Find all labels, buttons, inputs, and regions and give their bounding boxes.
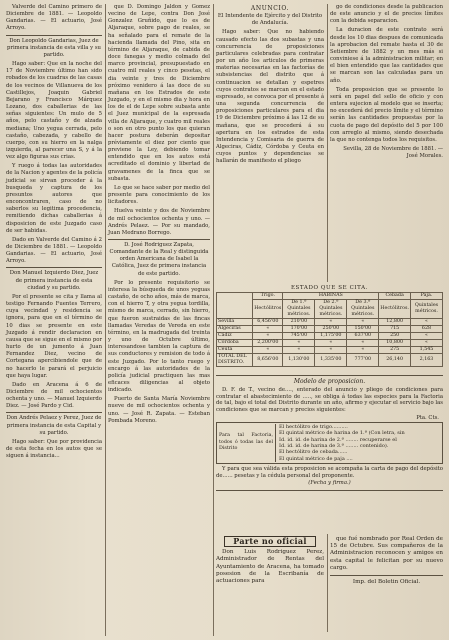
paragraph: La duracion de este contrato será desde los 10 dias despues de comunicada la aprobacion del remate hasta el 30 de Setiembre de 1882 y un mes más si conviniese á la administracion militar; en el bien entendido que las cantidades que se marcan son las calculadas para un año. bbox=[330, 27, 443, 84]
table-total-row bbox=[217, 354, 443, 367]
paragraph: Toda proposicion que se presente lo será en papel del sello de oficio y con entera sujecion al modelo que se inserta; no excederá del precio límite y el término serán las cantidades propuestas por la cuota de pago del depósito del 5 por 100 con arreglo al mismo, siendo desechada la que no contenga todos los requisitos. bbox=[330, 86, 443, 143]
estado-table-section bbox=[216, 284, 443, 367]
cell: « bbox=[283, 347, 315, 354]
modelo-section bbox=[216, 372, 443, 494]
paragraph: Lo que se hace saber por medio del presente para conocimiento de los licitadores. bbox=[108, 184, 210, 206]
col-header: De 2.ª bbox=[323, 300, 339, 305]
column-3 bbox=[216, 4, 324, 167]
modelo-signature: (Fecha y firma.) bbox=[308, 479, 351, 486]
paragraph: Puerto de Santa María Noviembre nueve de mil ochocientos ochenta y uno. — José R. Zapata. — Esteban Pombada Moreno. bbox=[108, 396, 210, 424]
sub-header: Hectólitros. bbox=[379, 300, 411, 319]
cell: « bbox=[411, 319, 443, 326]
paragraph: Huelva veinte y dos de Noviembre de mil ochocientos ochenta y uno. — Andrés Pelaez. — Por su mandado, Juan Medrano Borrego. bbox=[108, 208, 210, 236]
divider bbox=[216, 490, 443, 491]
row-label: Sevilla bbox=[217, 319, 253, 326]
cell: « bbox=[315, 347, 347, 354]
cell: 1,130'00 bbox=[283, 354, 315, 367]
table-row bbox=[217, 319, 443, 326]
paragraph: Hago saber: Que en la noche del 17 de Noviembre último han sido robados de los cuadras de las casas de los vecinos de Villanueva de los Castillejos, Joaquin Gabriel Bejarano y Francisco Márquez Lozano, dos caballerias de las señas siguientes: Un mulo de 5 años, pelo castaño y de alzada mediana; Uno yegua cerrada, pelo castaño, cabezada, y cabello de cuerpo, con su hierro en la nalga izquierda, al parecer una S, y á la vez algo figuras sus crias. bbox=[6, 61, 102, 161]
anuncio-header: ANUNCIO. bbox=[250, 5, 290, 12]
cell: 1,335'00 bbox=[315, 354, 347, 367]
cell: « bbox=[283, 340, 315, 347]
cell: « bbox=[347, 347, 379, 354]
paragraph: Y ruego á todas las autoridades de la Nacion y agentes de la policía judicial se sirvan proceder á la busqueda y captura de los presuntos autores que enconcontraren, caso de no saberlos su legitima procedencia, remitiendo dichas caballerias á disposicion de este Juzgado caso de ser habidas. bbox=[6, 163, 102, 234]
paragraph: Por lo presente requisitorio se interesa la búsqueda de unos yeguas castaño, de ocho años, más de marca, con el hierro T, y otra yegua tordilla, mismo de marca, cerrado, sin hierro, que fueron sustraidas de las fincas llamadas Veredas de Vereda en este término, en la madrugada del treinta y uno de Octubre último, interesandose tambien la captura de sus conductores y remision de todo á este Juzgado. Por lo tanto ruego y encargo á las autoridades de la policía judicial practiquen las mas eficaces diligencias al objeto indicado. bbox=[108, 279, 210, 394]
modelo-item: Id. id. id. de harina de 2.ª ........ recuperarse el bbox=[279, 436, 397, 443]
cell: « bbox=[253, 326, 283, 333]
column-rule bbox=[105, 4, 106, 636]
paragraph: que D. Domingo Jaldon y Gomez vecino de Lepe, contra Don José Gonzalez Gruñido, que lo es de Aljaraque, sobre pago de reales, se ha señalado para el remate de la hacienda llamada del Pino, sita en término de Aljaraque, de cabida de doce fanegas y medio colmado del marco provincial, presupuestado en cuatro mil reales y cinco pesetas, el dia veinte y tres de Diciembre próximo venidero á las doce de su mañana en los Estrados de este Juzgado, y en el mismo dia y hora en los de el de Lepe sobre subasta ante el Juez municipal de la espresada villa de Aljaraque, y cuatro mil reales o son en otro punto los que quieran hacer postura deberán depositar préviamente el diez por ciento que previene la Ley, debiendo tomar entendido que en los autos está acreditado el dominio y libertad de gravamenes de la finca que se subasta. bbox=[108, 4, 210, 182]
paragraph-heading: Don Andrés Pelaez y Perez, Juez de primera instancia de esta Capital y su partido. bbox=[6, 415, 102, 436]
cell: 210'00 bbox=[283, 319, 315, 326]
divider bbox=[6, 35, 102, 36]
cell: 1,175'00 bbox=[315, 333, 347, 340]
column-4 bbox=[330, 4, 443, 162]
parte-text: Don Luis Rodriguez Perez, Administrador de Rentas del Ayuntamiento de Aracena, ha tomado posesion de la Escribanía de actuaciones para bbox=[216, 549, 324, 585]
modelo-items-box bbox=[216, 422, 443, 464]
paragraph: Por el presente se cita y llama al testigo Fernando Fuentes Terrero, cuya vecindad y residencia se ignora, para que en el término de 10 dias se presente en este Juzgado á rendir declaracion en causa que se sigue en el mismo por hurto de un jumento á Juan Fernandez Diez, vecino de Cortegana apercibiendole que de no hacerlo le parará el perjuicio que haya lugar. bbox=[6, 293, 102, 379]
col-header: De 3.ª bbox=[355, 300, 371, 305]
sub-header: Quintales métricos. bbox=[319, 306, 343, 317]
divider bbox=[216, 375, 443, 376]
imprint: Imp. del Boletin Oficial. bbox=[352, 579, 421, 586]
modelo-left-label: Para tal Factoria, todos ó todas las del Distrito bbox=[219, 424, 276, 462]
signature: Sevilla, 28 de Noviembre de 1881. — José Morales. bbox=[343, 145, 443, 160]
modelo-text: D. F. de T., vecino de...., enterado del anuncio y pliego de condiciones para contratar el abastecimiento de ....., se obliga á todas las especies para la Factoria de tal, bajo el total del Distrito durante un año, afirmo y ejecutar el servicio bajo las condiciones que se marcan y precios siguientes: bbox=[216, 386, 443, 414]
prices-table bbox=[216, 292, 443, 367]
row-label: Cádiz bbox=[217, 333, 253, 340]
sub-header: Hectólitros bbox=[253, 300, 283, 319]
column-rule bbox=[213, 4, 214, 636]
cell: 250 bbox=[379, 333, 411, 340]
last-text: que fué nombrado por Real Orden de 15 de Octubre. Sus compañeros de la Administracion reconocen y amigos en esta capital le felicitan por su nuevo cargo. bbox=[330, 536, 443, 571]
modelo-items bbox=[276, 424, 440, 462]
group-header: HABINAS bbox=[283, 293, 379, 300]
total-label: TOTAL DEL DISTRITO. bbox=[217, 354, 253, 367]
paragraph-heading: Don Leopoldo Gandarias, Juez de primera instancia de esta villa y su partido. bbox=[7, 37, 101, 58]
cell: « bbox=[347, 340, 379, 347]
paragraph: Valverde del Camino primero de Diciembre de 1881. — Leopoldo Gandarias. — El actuario, José Arroyo. bbox=[6, 4, 102, 32]
row-label: Ceuta bbox=[217, 347, 253, 354]
paragraph-heading: D. José Rodriguez Zapata, Comandante de la Real y distinguida orden Americana de Isabel la Católica, Juez de primera instancia de este partido. bbox=[109, 242, 209, 277]
cell: « bbox=[315, 340, 347, 347]
cell: « bbox=[253, 333, 283, 340]
table-row bbox=[217, 340, 443, 347]
cell: 1,545 bbox=[411, 347, 443, 354]
cell: 150'00 bbox=[347, 326, 379, 333]
modelo-item: El quintal métrico de paja .... bbox=[279, 455, 353, 462]
modelo-item: El quintal métrico de harina de 1.ª (Con letra, sin bbox=[279, 430, 405, 437]
cell: 275 bbox=[379, 347, 411, 354]
modelo-footnote: Y para que sea válida esta proposicion se acompaña la carta de pago del depósito de...... pesetas y la cédula personal del proponente. bbox=[216, 466, 443, 480]
col-header: Trigo. bbox=[253, 293, 283, 300]
paragraph: go de condiciones desde la publicacion de este anuncio y el de precios límites con la debida separacion. bbox=[330, 4, 443, 25]
paragraph: Dado en Valverde del Camino á 2 de Diciembre de 1881. — Leopoldo Gandarias. — El actuario, José Arroyo. bbox=[6, 236, 102, 265]
cell: « bbox=[411, 333, 443, 340]
column-1 bbox=[6, 4, 102, 462]
price-label: Pta. Cts. bbox=[416, 414, 439, 421]
cell: « bbox=[411, 340, 443, 347]
table-title: ESTADO QUE SE CITA. bbox=[290, 285, 369, 291]
last-column-section bbox=[330, 536, 443, 586]
cell: 715 bbox=[379, 326, 411, 333]
sub-header bbox=[283, 300, 315, 319]
divider bbox=[330, 575, 443, 576]
column-2 bbox=[108, 4, 210, 427]
cell: 10,800 bbox=[379, 340, 411, 347]
cell: 2,163 bbox=[411, 354, 443, 367]
divider bbox=[108, 239, 210, 240]
table-row bbox=[217, 347, 443, 354]
paragraph: Hago saber: Que no habiendo causado efecto las dos subastas y una concurrencia de proposiciones particulares celebradas para contratar por un año los articulos de primeras materias necesarias en las factorías de subsistencias del distrito que á continuacion se detallan y espetres cuyos contratos se marcan en el estado espresado, se convoca por el presente á una segunda concurrencia de proposiciones particulares para el dia 19 de Diciembre próximo á las 12 de su mañana, que se procederá á su apertura en los estrados de esta Intendencia y Comisaria de guerra de Algeciras, Cádiz, Córdoba y Ceuta en cuyos puntos y dependencias se hallarán de manifiesto el pliego bbox=[216, 29, 324, 165]
sub-header: Quintales métricos. bbox=[351, 306, 375, 317]
column-rule bbox=[327, 534, 328, 632]
cell: 777'00 bbox=[347, 354, 379, 367]
column-rule bbox=[327, 4, 328, 282]
cell: « bbox=[347, 319, 379, 326]
table-row bbox=[217, 326, 443, 333]
modelo-item: El hectólitro de cebada...... bbox=[279, 449, 348, 456]
cell: 26,140 bbox=[379, 354, 411, 367]
col-header: Paja. bbox=[411, 293, 443, 300]
cell: 637'00 bbox=[347, 333, 379, 340]
cell: 12,800 bbox=[379, 319, 411, 326]
paragraph: Dado en Aracena á 6 de Diciembre de mil ochocientos ochenta y uno. — Manuel Izquierdo Diez. — José Pardo y Cid. bbox=[6, 381, 102, 410]
cell: 628 bbox=[411, 326, 443, 333]
cell: 250'00 bbox=[315, 326, 347, 333]
paragraph-heading: Don Manuel Izquierdo Diez, Juez de primera instancia de esta ciudad y su partido. bbox=[9, 270, 99, 291]
divider bbox=[6, 412, 102, 413]
divider bbox=[6, 267, 102, 268]
sub-header bbox=[315, 300, 347, 319]
sub-header: Quintales métricos. bbox=[411, 300, 443, 319]
table-row bbox=[217, 333, 443, 340]
cell: 170'00 bbox=[283, 326, 315, 333]
table-corner bbox=[217, 293, 253, 319]
modelo-item: El hectólitro de trigo.......... bbox=[279, 423, 348, 430]
cell: « bbox=[253, 347, 283, 354]
parte-no-oficial-section bbox=[216, 534, 324, 585]
modelo-title: Modelo de proposicion. bbox=[293, 378, 366, 385]
cell: 2,200'00 bbox=[253, 340, 283, 347]
col-header: De 1.ª bbox=[291, 300, 307, 305]
cell: 745'00 bbox=[283, 333, 315, 340]
paragraph: Hago saber: Que por providencia de esta fecha en los autos que se siguen á instancia... bbox=[6, 438, 102, 460]
sub-header: Quintales métricos. bbox=[287, 306, 311, 317]
row-label: Córdoba bbox=[217, 340, 253, 347]
sub-header bbox=[347, 300, 379, 319]
cell: « bbox=[315, 319, 347, 326]
modelo-item: Id. id. id. de harina de 3.ª ........ contenido). bbox=[279, 443, 389, 449]
parte-title: Parte no oficial bbox=[224, 536, 316, 547]
cell: 6,456'00 bbox=[253, 319, 283, 326]
col-header: Cebada bbox=[379, 293, 411, 300]
row-label: Algeciras bbox=[217, 326, 253, 333]
cell: 8,656'00 bbox=[253, 354, 283, 367]
paragraph-heading: El Intendente de Ejército y del Distrito de Andalucía. bbox=[217, 13, 323, 27]
